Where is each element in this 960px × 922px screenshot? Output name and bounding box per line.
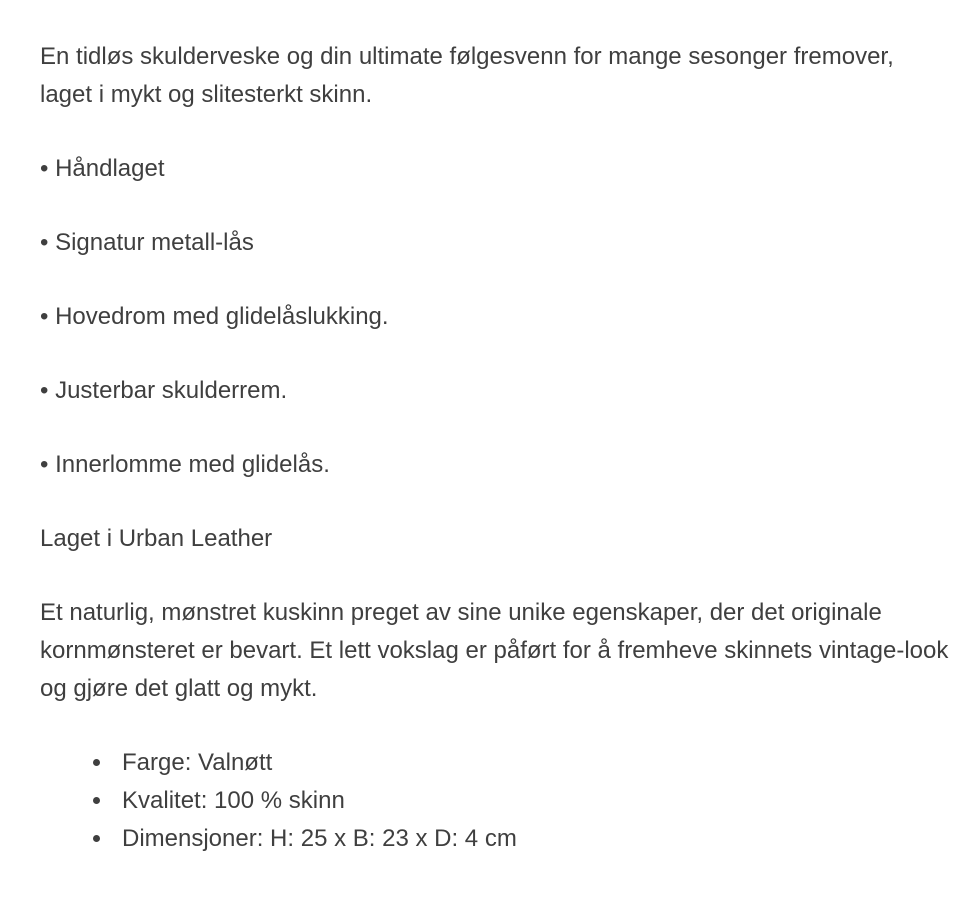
- feature-item: [40, 372, 950, 410]
- bullet-glyph: •: [40, 155, 49, 182]
- feature-label: Signatur metall-lås: [55, 229, 254, 256]
- feature-item: [40, 446, 950, 484]
- feature-label: Hovedrom med glidelåslukking.: [55, 303, 389, 330]
- feature-item: [40, 298, 950, 336]
- bullet-glyph: •: [40, 303, 49, 330]
- specs-list: [40, 744, 950, 858]
- bullet-glyph: •: [40, 377, 49, 404]
- feature-label: Justerbar skulderrem.: [55, 377, 288, 404]
- bullet-glyph: •: [40, 229, 49, 256]
- spec-item-color: • Farge: Valnøtt: [114, 744, 950, 782]
- spec-item-dimensions: • Dimensjoner: H: 25 x B: 23 x D: 4 cm: [114, 820, 950, 858]
- intro-paragraph: En tidløs skulderveske og din ultimate følgesvenn for mange sesonger fremover, laget i mykt og slitesterkt skinn.: [40, 43, 894, 108]
- material-heading: Laget i Urban Leather: [40, 525, 273, 552]
- feature-label: Håndlaget: [55, 155, 165, 182]
- feature-item: [40, 150, 950, 188]
- spec-item-quality: • Kvalitet: 100 % skinn: [114, 782, 950, 820]
- feature-item: [40, 224, 950, 262]
- feature-label: Innerlomme med glidelås.: [55, 451, 330, 478]
- material-paragraph: Et naturlig, mønstret kuskinn preget av sine unike egenskaper, der det originale kornmønsteret er bevart. Et lett vokslag er påført for å fremheve skinnets vintage-look og gjøre det glatt og mykt.: [40, 599, 949, 702]
- bullet-glyph: •: [40, 451, 49, 478]
